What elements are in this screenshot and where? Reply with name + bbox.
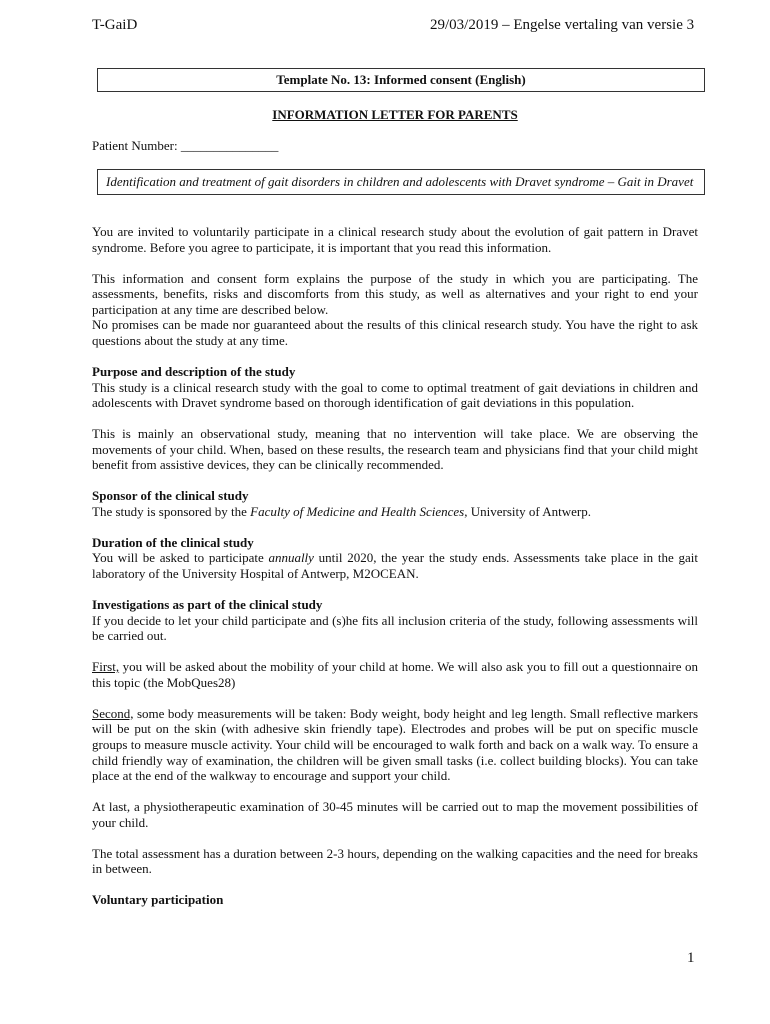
purpose-paragraph-2: This is mainly an observational study, meaning that no intervention will take place. We are observing the movements of your child. When, based on these results, the research team and physicians find that your child might benefit from assistive devices, they can be clinically recommended. bbox=[92, 426, 698, 473]
investigations-heading: Investigations as part of the clinical study bbox=[92, 597, 323, 613]
template-title: Template No. 13: Informed consent (English) bbox=[97, 68, 705, 92]
header-left: T-GaiD bbox=[92, 17, 138, 33]
header-right: 29/03/2019 – Engelse vertaling van versie 3 bbox=[430, 17, 695, 33]
duration-text-after: until 2020, the year the study ends. Assessments take place in the gait laboratory of the University Hospital of Antwerp, M2OCEAN. bbox=[92, 550, 698, 582]
last-step-paragraph: At last, a physiotherapeutic examination of 30-45 minutes will be carried out to map the movement possibilities of your child. bbox=[92, 799, 698, 830]
intro-paragraph-2: This information and consent form explains the purpose of the study in which you are participating. The assessments, benefits, risks and discomforts from this study, as well as alternatives and your right to end your participation at any time are described below. bbox=[92, 270, 698, 317]
intro-paragraph-1: You are invited to voluntarily participate in a clinical research study about the evolution of gait pattern in Dravet syndrome. Before you agree to participate, it is important that you read this information. bbox=[92, 224, 698, 255]
investigations-paragraph: If you decide to let your child participate and (s)he fits all inclusion criteria of the study, following assessments will be carried out. bbox=[92, 612, 698, 644]
total-duration-paragraph: The total assessment has a duration between 2-3 hours, depending on the walking capacities and the need for breaks in between. bbox=[92, 845, 698, 877]
page-number: 1 bbox=[687, 950, 695, 966]
purpose-paragraph-1: This study is a clinical research study with the goal to come to optimal treatment of gait deviations in children and adolescents with Dravet syndrome based on thorough identification of gait deviations in this population. bbox=[92, 379, 698, 411]
duration-paragraph bbox=[92, 550, 698, 581]
second-step-text: some body measurements will be taken: Body weight, body height and leg length. Small reflective markers will be put on the skin (with adhesive skin friendly tape). Electrodes and probes will be put on specific muscle groups to measure muscle activity. Your child will be encouraged to walk forth and back on a walk way. To ensure a child friendly way of examination, the children will be given small tasks (i.e. collect building blocks). You can take place at the end of the walkway to encourage and support your child. bbox=[92, 705, 698, 784]
first-step-label: First, bbox=[92, 659, 120, 675]
second-step-paragraph bbox=[92, 706, 698, 784]
sponsor-text-after: , University of Antwerp. bbox=[464, 503, 591, 519]
duration-annually: annually bbox=[268, 550, 314, 566]
sponsor-faculty: Faculty of Medicine and Health Sciences bbox=[250, 503, 465, 519]
patient-number-label: Patient Number: _______________ bbox=[92, 138, 279, 153]
first-step-paragraph bbox=[92, 659, 698, 690]
letter-body bbox=[92, 224, 698, 908]
letter-title: INFORMATION LETTER FOR PARENTS bbox=[272, 107, 518, 122]
duration-heading: Duration of the clinical study bbox=[92, 534, 254, 550]
voluntary-heading: Voluntary participation bbox=[92, 892, 224, 908]
study-title: Identification and treatment of gait disorders in children and adolescents with Dravet syndrome – Gait in Dravet bbox=[97, 169, 705, 195]
first-step-text: you will be asked about the mobility of your child at home. We will also ask you to fill out a questionnaire on this topic (the MobQues28) bbox=[92, 659, 698, 690]
intro-paragraph-3: No promises can be made nor guaranteed about the results of this clinical research study. You have the right to ask questions about the study at any time. bbox=[92, 317, 698, 348]
second-step-label: Second, bbox=[92, 705, 134, 721]
sponsor-text-before: The study is sponsored by the bbox=[92, 503, 251, 519]
sponsor-paragraph bbox=[92, 504, 698, 520]
purpose-heading: Purpose and description of the study bbox=[92, 363, 296, 379]
duration-text-before: You will be asked to participate bbox=[92, 550, 269, 566]
sponsor-heading: Sponsor of the clinical study bbox=[92, 488, 249, 504]
